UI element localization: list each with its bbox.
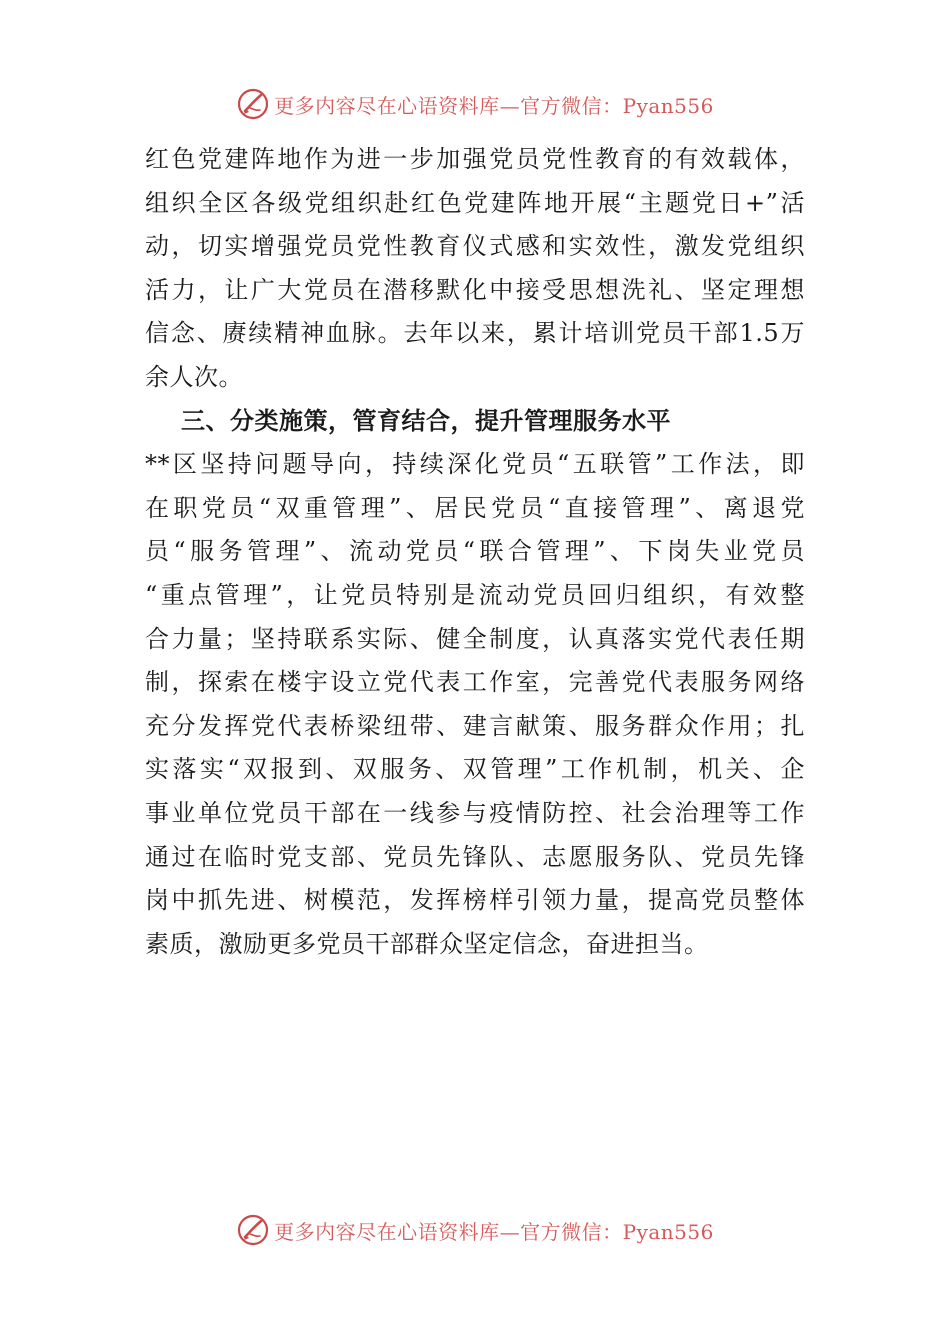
document-body: [145, 138, 805, 966]
body-line: 通过在临时党支部、党员先锋队、志愿服务队、党员先锋: [145, 842, 805, 871]
footer-watermark-banner: [0, 1210, 950, 1250]
body-line: 制，探索在楼宇设立党代表工作室，完善党代表服务网络: [145, 668, 805, 697]
body-line: 信念、赓续精神血脉。去年以来，累计培训党员干部1.5万: [145, 319, 805, 348]
body-line: 事业单位党员干部在一线参与疫情防控、社会治理等工作: [145, 798, 805, 827]
body-line: “重点管理”，让党员特别是流动党员回归组织，有效整: [145, 580, 805, 609]
body-line: 余人次。: [145, 362, 243, 391]
body-line: 素质，激励更多党员干部群众坚定信念，奋进担当。: [145, 929, 709, 958]
body-line: 活力，让广大党员在潜移默化中接受思想洗礼、坚定理想: [145, 275, 805, 304]
body-line: 员“服务管理”、流动党员“联合管理”、下岗失业党员: [145, 537, 805, 566]
body-line: 在职党员“双重管理”、居民党员“直接管理”、离退党: [145, 493, 805, 522]
section-heading: 三、分类施策，管育结合，提升管理服务水平: [181, 406, 671, 435]
body-line: **区坚持问题导向，持续深化党员“五联管”工作法，即: [145, 450, 805, 479]
banner-text: 更多内容尽在心语资料库—官方微信：Pyan556: [274, 1219, 714, 1244]
body-line: 动，切实增强党员党性教育仪式感和实效性，激发党组织: [145, 232, 805, 261]
header-watermark-banner: [0, 84, 950, 124]
body-line: 实落实“双报到、双服务、双管理”工作机制，机关、企: [145, 755, 805, 784]
pen-circle-logo-icon: [236, 87, 270, 121]
pen-circle-logo-icon: [236, 1213, 270, 1247]
body-line: 岗中抓先进、树模范，发挥榜样引领力量，提高党员整体: [145, 886, 805, 915]
body-line: 红色党建阵地作为进一步加强党员党性教育的有效载体，: [145, 145, 805, 173]
body-line: 合力量；坚持联系实际、健全制度，认真落实党代表任期: [145, 624, 805, 653]
banner-text: 更多内容尽在心语资料库—官方微信：Pyan556: [274, 93, 714, 118]
body-line: 充分发挥党代表桥梁纽带、建言献策、服务群众作用；扎: [145, 711, 805, 740]
body-line: 组织全区各级党组织赴红色党建阵地开展“主题党日+”活: [145, 188, 805, 217]
